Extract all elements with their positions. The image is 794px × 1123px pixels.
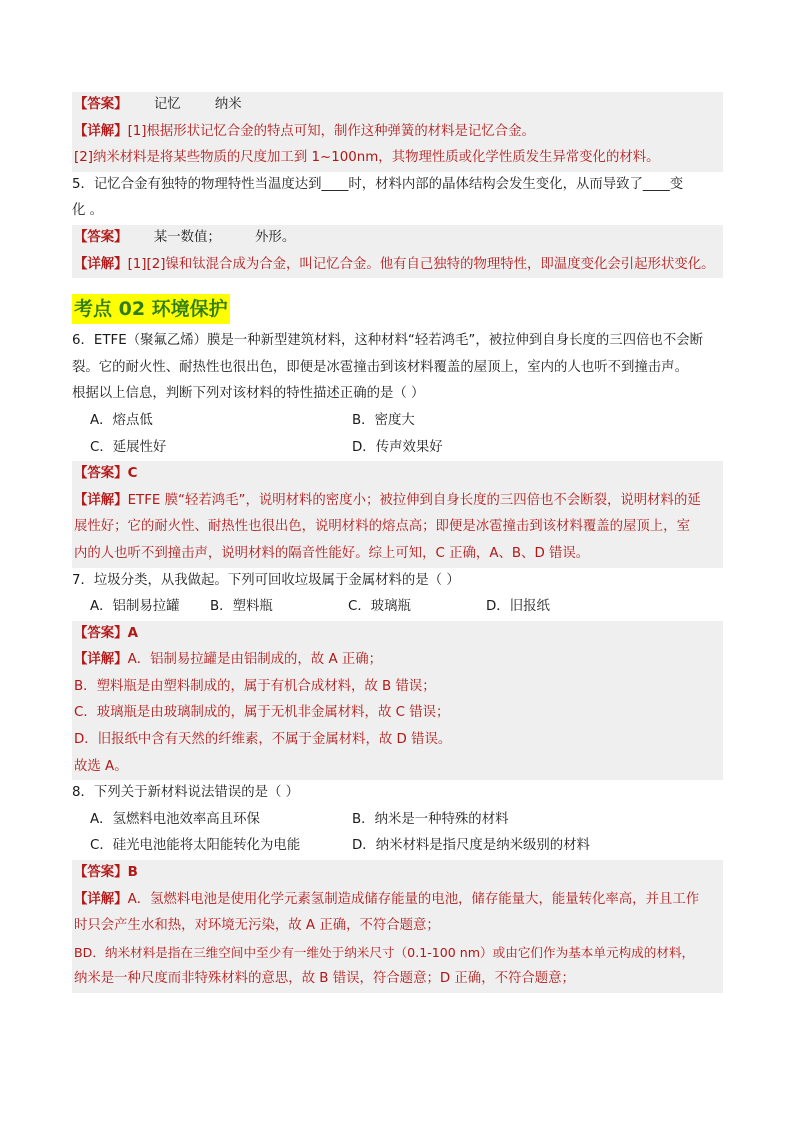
- answer-text: 外形。: [255, 229, 296, 245]
- answer-row: [72, 860, 723, 887]
- question-text: 裂。它的耐火性、耐热性也很出色，即便是冰雹撞击到该材料覆盖的屋顶上，室内的人也听不到撞击声。: [72, 359, 688, 375]
- explanation-text: 展性好；它的耐火性、耐热性也很出色，说明材料的熔点高；即便是冰雹撞击到该材料覆盖的屋顶上，室: [72, 514, 723, 541]
- explanation-text: [1][2]镍和钛混合成为合金，叫记忆合金。他有自己独特的物理特性，即温度变化会引起形状变化。: [127, 256, 715, 272]
- option-c: C．硅光电池能将太阳能转化为电能: [90, 838, 301, 854]
- explanation-text: D．旧报纸中含有天然的纤维素，不属于金属材料，故 D 错误。: [72, 727, 723, 754]
- option-a: A．氢燃料电池效率高且环保: [90, 811, 260, 827]
- option-b: B．塑料瓶: [210, 599, 273, 615]
- option-b: B．密度大: [352, 412, 415, 428]
- options-row: [72, 594, 723, 621]
- explanation-text: [1]根据形状记忆合金的特点可知，制作这种弹簧的材料是记忆合金。: [127, 123, 535, 139]
- answer-row: [72, 461, 723, 488]
- explanation-text: [2]纳米材料是将某些物质的尺度加工到 1~100nm，其物理性质或化学性质发生异常变化的材料。: [72, 145, 723, 172]
- explanation-row: [72, 119, 723, 146]
- answer-label: 【答案】: [74, 466, 128, 482]
- option-a: A．铝制易拉罐: [90, 599, 180, 615]
- explanation-text: A．铝制易拉罐是由铝制成的，故 A 正确；: [127, 652, 383, 668]
- options-row: [72, 435, 723, 462]
- explanation-text: 故选 A。: [72, 754, 723, 781]
- explanation-row: [72, 252, 723, 279]
- option-c: C．延展性好: [90, 439, 167, 455]
- explanation-label: 【详解】: [74, 891, 128, 907]
- explanation-text: B．塑料瓶是由塑料制成的，属于有机合成材料，故 B 错误；: [72, 674, 723, 701]
- explanation-text: C．玻璃瓶是由玻璃制成的，属于无机非金属材料，故 C 错误；: [72, 700, 723, 727]
- question-text: 化 。: [72, 203, 104, 219]
- explanation-text: BD．纳米材料是指在三维空间中至少有一维处于纳米尺寸（0.1-100 nm）或由它们作为基本单元构成的材料，: [72, 940, 723, 967]
- explanation-text: 时只会产生水和热，对环境无污染，故 A 正确，不符合题意；: [72, 913, 723, 940]
- section-heading: 考点 02 环境保护: [72, 294, 230, 324]
- question-text: 6．ETFE（聚氟乙烯）膜是一种新型建筑材料，这种材料“轻若鸿毛”，被拉伸到自身长度的三四倍也不会断: [72, 333, 703, 349]
- option-d: D．纳米材料是指尺度是纳米级别的材料: [352, 838, 590, 854]
- options-row: [72, 807, 723, 834]
- explanation-row: [72, 647, 723, 674]
- option-c: C．玻璃瓶: [348, 599, 411, 615]
- explanation-text: 内的人也听不到撞击声，说明材料的隔音性能好。综上可知，C 正确，A、B、D 错误。: [72, 541, 723, 568]
- explanation-label: 【详解】: [74, 256, 128, 272]
- answer-label: 【答案】: [74, 229, 128, 245]
- option-d: D．旧报纸: [486, 599, 550, 615]
- answer-label: 【答案】: [74, 625, 128, 641]
- option-b: B．纳米是一种特殊的材料: [352, 811, 509, 827]
- answer-text: C: [127, 466, 138, 482]
- answer-row: [72, 225, 723, 252]
- answer-label: 【答案】: [74, 97, 128, 112]
- answer-text: A: [127, 625, 138, 641]
- answer-row: [72, 621, 723, 648]
- question-text: 根据以上信息，判断下列对该材料的特性描述正确的是（ ）: [72, 386, 425, 402]
- answer-row: [72, 92, 723, 119]
- explanation-text: A．氢燃料电池是使用化学元素氢制造成储存能量的电池，储存能量大，能量转化率高，并且工作: [127, 891, 700, 907]
- answer-text: 记忆: [153, 97, 181, 112]
- explanation-text: ETFE 膜“轻若鸿毛”，说明材料的密度小；被拉伸到自身长度的三四倍也不会断裂，说明材料的延: [127, 492, 701, 508]
- option-a: A．熔点低: [90, 412, 153, 428]
- options-row: [72, 833, 723, 860]
- question-text: 7．垃圾分类，从我做起。下列可回收垃圾属于金属材料的是（ ）: [72, 572, 460, 588]
- explanation-label: 【详解】: [74, 492, 128, 508]
- explanation-text: 纳米是一种尺度而非特殊材料的意思，故 B 错误，符合题意；D 正确，不符合题意；: [72, 966, 723, 993]
- option-d: D．传声效果好: [352, 439, 443, 455]
- explanation-label: 【详解】: [74, 652, 128, 668]
- explanation-label: 【详解】: [74, 123, 128, 139]
- explanation-row: [72, 488, 723, 515]
- document-page: [72, 92, 723, 993]
- options-row: [72, 408, 723, 435]
- question-text: 8．下列关于新材料说法错误的是（ ）: [72, 785, 300, 801]
- answer-text: 某一数值；: [153, 229, 221, 245]
- explanation-row: [72, 887, 723, 914]
- answer-text: B: [127, 865, 138, 881]
- answer-label: 【答案】: [74, 865, 128, 881]
- question-text: 5．记忆合金有独特的物理特性当温度达到____时，材料内部的晶体结构会发生变化，从而导致了____变: [72, 176, 684, 192]
- answer-text: 纳米: [214, 97, 242, 112]
